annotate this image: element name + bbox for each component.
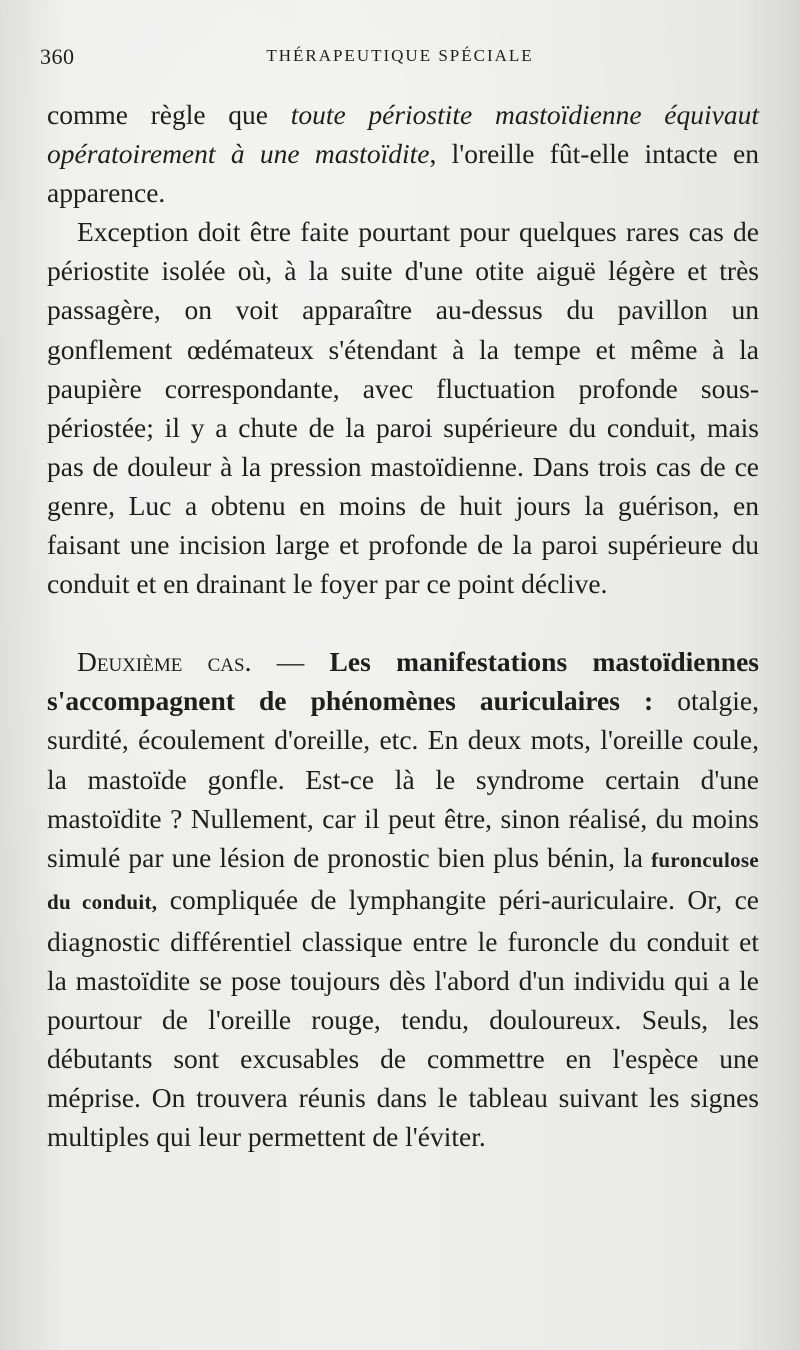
p3-text-1: otalgie, surdité, écoulement d'oreille, etc. En deux mots, l'oreille coule, la mastoïde gonfle. Est-ce là le syndrome certain d'une mastoïdite ? Nullement, car il peut être, sinon réalisé, du moins simulé par une lésion de pronostic bien plus bénin, la xyxy=(47,685,759,873)
page-header xyxy=(40,44,760,74)
paragraph-exception: Exception doit être faite pourtant pour quelques rares cas de périostite isolée où, à la suite d'une otite aiguë légère et très passagère, on voit apparaître au-dessus du pavillon un gonflement œdémateux s'étendant à la tempe et même à la paupière correspondante, avec fluctuation profonde sous-périostée; il y a chute de la paroi supérieure du conduit, mais pas de douleur à la pression mastoïdienne. Dans trois cas de ce genre, Luc a obtenu en moins de huit jours la guérison, en faisant une incision large et profonde de la paroi supérieure du conduit et en drainant le foyer par ce point déclive. xyxy=(47,216,759,600)
furonculose-term: furonculose du conduit, xyxy=(47,847,759,914)
paragraph-second-case xyxy=(47,642,759,1156)
page-number: 360 xyxy=(40,44,75,69)
paragraph-conclusion xyxy=(47,95,759,212)
running-title: THÉRAPEUTIQUE SPÉCIALE xyxy=(266,46,534,65)
p1-text-1: comme règle que xyxy=(47,99,291,130)
p1-text-2: , l'oreille fût-elle intacte en apparence. xyxy=(47,138,759,209)
p3-text-2: compliquée de lymphangite péri-auriculaire. Or, ce diagnostic différentiel classique entre le furoncle du conduit et la mastoïdite se pose toujours dès l'abord d'un individu qui a le pourtour de l'oreille rouge, tendu, douloureux. Seuls, les débutants sont excusables de commettre en l'espèce une méprise. On trouvera réunis dans le tableau suivant les signes multiples qui leur permettent de l'éviter. xyxy=(47,883,759,1153)
case-heading: Deuxième cas. — xyxy=(77,646,305,678)
body-text xyxy=(47,95,759,1156)
p1-italic-rule: toute périostite mastoïdienne équivaut opératoirement à une mastoïdite xyxy=(47,99,759,170)
case-bold-statement: Les manifestations mastoïdiennes s'accompagnent de phénomènes auriculaires : xyxy=(47,646,759,717)
